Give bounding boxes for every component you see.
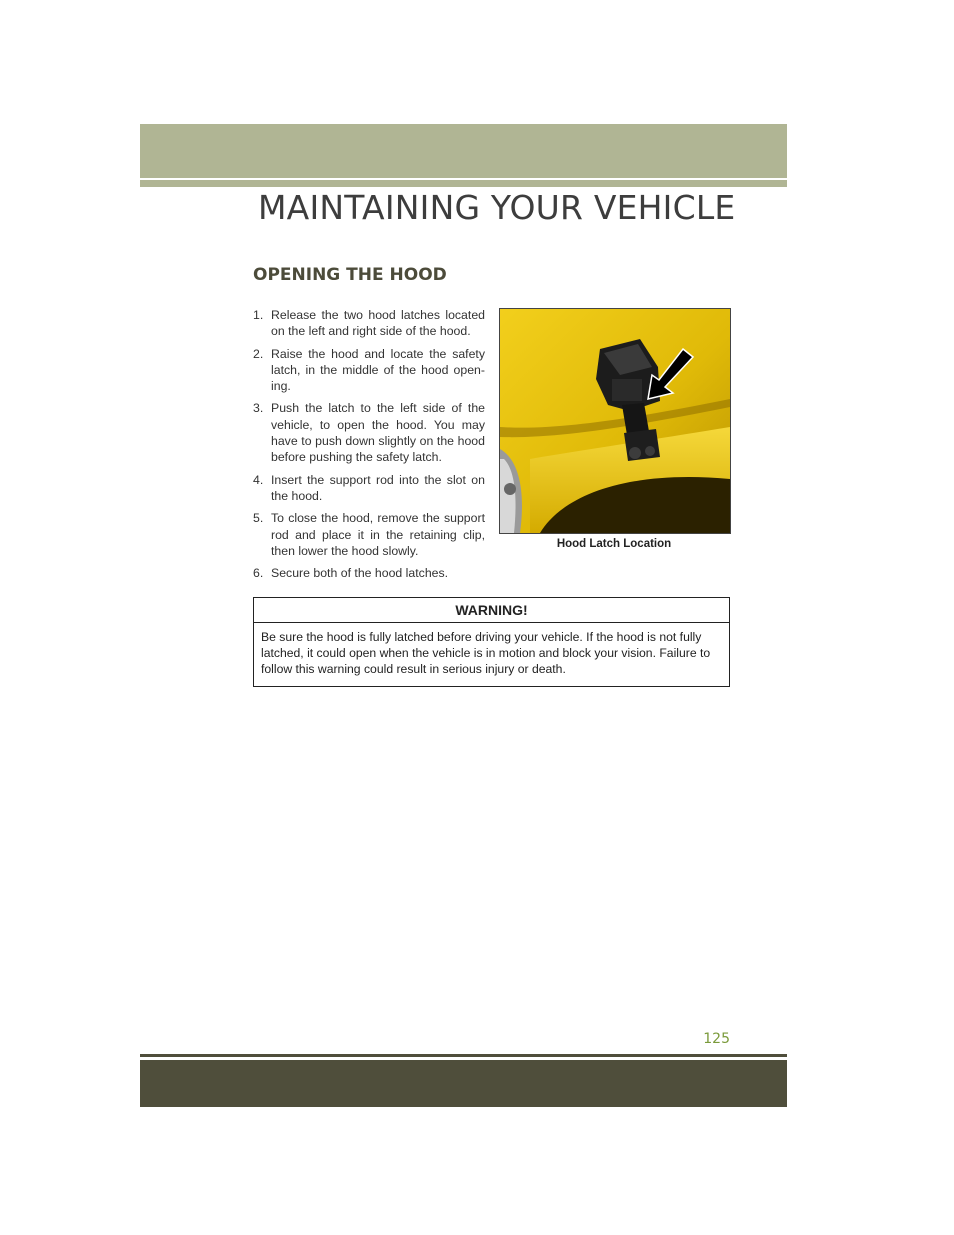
list-item — [253, 565, 485, 581]
warning-title: WARNING! — [254, 598, 729, 623]
steps-list — [253, 307, 485, 587]
list-item — [253, 346, 485, 395]
list-item — [253, 472, 485, 505]
step-text: To close the hood, remove the support rod and place it in the retaining clip, then lower the hood slowly. — [271, 511, 485, 558]
step-text: Release the two hood latches located on the left and right side of the hood. — [271, 308, 485, 339]
step-text: Insert the support rod into the slot on the hood. — [271, 472, 485, 503]
step-number: 4. — [253, 472, 264, 487]
header-band — [140, 124, 787, 178]
warning-box — [253, 597, 730, 687]
step-number: 1. — [253, 308, 264, 322]
list-item — [253, 400, 485, 465]
hood-latch-photo-icon — [500, 309, 730, 533]
step-text: Push the latch to the left side of the vehicle, to open the hood. You may have to push down slightly on the hood before pushing the safety latch. — [271, 401, 485, 465]
step-text: Secure both of the hood latches. — [271, 566, 449, 581]
step-number: 6. — [253, 566, 264, 581]
warning-text: Be sure the hood is fully latched before driving your vehicle. If the hood is not fully latched, it could open when the vehicle is in motion and block your vision. Failure to follow this warning could result in serious injury or death. — [261, 630, 711, 676]
step-number: 5. — [253, 511, 264, 526]
figure-caption: Hood Latch Location — [556, 538, 672, 550]
step-number: 2. — [253, 346, 264, 361]
step-text: Raise the hood and locate the safety latch, in the middle of the hood open-ing. — [271, 346, 485, 394]
section-title: OPENING THE HOOD — [253, 265, 447, 285]
page-number: 125 — [703, 1031, 730, 1047]
list-item — [253, 307, 485, 340]
chapter-title: MAINTAINING YOUR VEHICLE — [258, 188, 736, 227]
hood-latch-figure — [499, 308, 731, 534]
footer-stripe — [140, 1054, 787, 1057]
step-number: 3. — [253, 401, 264, 416]
footer-band — [140, 1060, 787, 1107]
list-item — [253, 510, 485, 559]
header-stripe — [140, 180, 787, 187]
